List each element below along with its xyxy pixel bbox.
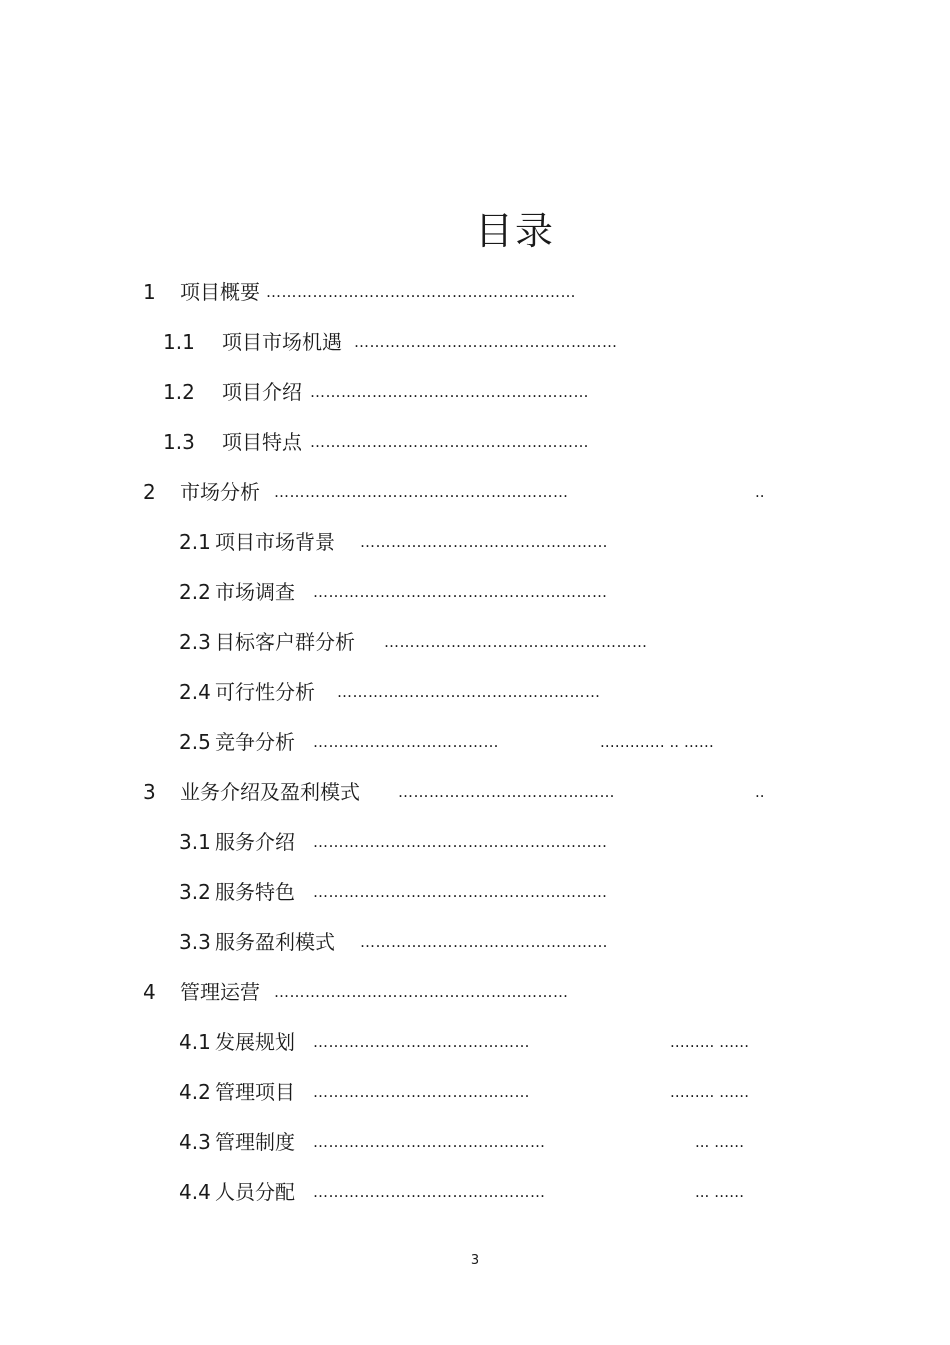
toc-entry-label: 业务介绍及盈利模式 (180, 780, 360, 804)
toc-entry-number: 3.3 (179, 930, 211, 954)
toc-entry-4-3[interactable] (0, 1127, 950, 1157)
toc-entry-label: 市场分析 (180, 480, 260, 504)
toc-leader-dots: ………………………………………………… (313, 583, 608, 601)
toc-entry-3-3[interactable] (0, 927, 950, 957)
toc-leader-dots: …………………………………………… (354, 333, 618, 351)
toc-entry-number: 2 (143, 480, 156, 504)
toc-entry-number: 4.3 (179, 1130, 211, 1154)
document-title: 目录 (474, 209, 555, 253)
toc-entry-2-2[interactable] (0, 577, 950, 607)
toc-entry-label: 服务特色 (215, 880, 295, 904)
toc-entry-3-2[interactable] (0, 877, 950, 907)
toc-entry-4-4[interactable] (0, 1177, 950, 1207)
toc-leader-dots: ……………………………… (313, 733, 499, 751)
toc-entry-label: 服务盈利模式 (215, 930, 335, 954)
toc-entry-number: 4.4 (179, 1180, 211, 1204)
toc-entry-number: 3 (143, 780, 156, 804)
toc-entry-2[interactable] (0, 477, 950, 507)
toc-entry-number: 3.2 (179, 880, 211, 904)
toc-entry-label: 项目市场背景 (215, 530, 335, 554)
toc-entry-2-5[interactable] (0, 727, 950, 757)
toc-leader-dots: ………………………………………………… (274, 983, 569, 1001)
toc-page-ref: .…….. …… (670, 1033, 750, 1051)
toc-entry-number: 1.3 (163, 430, 195, 454)
toc-entry-number: 4.2 (179, 1080, 211, 1104)
toc-leader-dots: ………………………………………………… (313, 883, 608, 901)
toc-entry-label: 管理项目 (215, 1080, 295, 1104)
toc-entry-number: 2.4 (179, 680, 211, 704)
toc-entry-label: 项目介绍 (222, 380, 302, 404)
toc-entry-number: 1 (143, 280, 156, 304)
toc-entry-2-1[interactable] (0, 527, 950, 557)
toc-entry-number: 1.1 (163, 330, 195, 354)
toc-page-ref: ... …… (695, 1133, 745, 1151)
toc-entry-label: 市场调查 (215, 580, 295, 604)
toc-entry-4[interactable] (0, 977, 950, 1007)
toc-entry-number: 2.1 (179, 530, 211, 554)
toc-leader-dots: ………………………………………………… (313, 833, 608, 851)
toc-entry-number: 2.3 (179, 630, 211, 654)
toc-entry-2-3[interactable] (0, 627, 950, 657)
toc-entry-label: 目标客户群分析 (215, 630, 355, 654)
toc-entry-number: 2.2 (179, 580, 211, 604)
toc-entry-label: 发展规划 (215, 1030, 295, 1054)
toc-entry-label: 项目市场机遇 (222, 330, 342, 354)
toc-leader-dots: …………………………………………… (337, 683, 601, 701)
toc-leader-dots: ……………………………………… (313, 1133, 546, 1151)
toc-entry-label: 管理运营 (180, 980, 260, 1004)
toc-entry-label: 管理制度 (215, 1130, 295, 1154)
toc-page-ref: .. (755, 483, 765, 501)
toc-entry-1[interactable] (0, 277, 950, 307)
page-number: 3 (470, 1253, 480, 1268)
toc-leader-dots: ……………………………………………… (310, 383, 589, 401)
toc-entry-number: 1.2 (163, 380, 195, 404)
toc-entry-4-1[interactable] (0, 1027, 950, 1057)
toc-leader-dots: ……………………………………… (313, 1183, 546, 1201)
toc-leader-dots: …………………………………………………… (266, 283, 576, 301)
toc-leader-dots: ………………………………………… (360, 533, 608, 551)
toc-entry-label: 项目概要 (180, 280, 260, 304)
toc-page-ref: ... …… (695, 1183, 745, 1201)
toc-entry-3[interactable] (0, 777, 950, 807)
toc-entry-label: 竞争分析 (215, 730, 295, 754)
toc-entry-label: 服务介绍 (215, 830, 295, 854)
toc-entry-number: 3.1 (179, 830, 211, 854)
toc-entry-1-3[interactable] (0, 427, 950, 457)
toc-leader-dots: …………………………………… (398, 783, 615, 801)
toc-leader-dots: ………………………………………… (360, 933, 608, 951)
toc-entry-number: 2.5 (179, 730, 211, 754)
toc-entry-2-4[interactable] (0, 677, 950, 707)
toc-leader-dots: ……………………………………………… (310, 433, 589, 451)
toc-entry-number: 4.1 (179, 1030, 211, 1054)
toc-entry-3-1[interactable] (0, 827, 950, 857)
toc-page-ref: .………… .. …… (600, 733, 714, 751)
toc-entry-4-2[interactable] (0, 1077, 950, 1107)
toc-entry-1-1[interactable] (0, 327, 950, 357)
toc-entry-1-2[interactable] (0, 377, 950, 407)
toc-leader-dots: …………………………………… (313, 1033, 530, 1051)
toc-page-ref: .…….. …… (670, 1083, 750, 1101)
toc-leader-dots: ………………………………………………… (274, 483, 569, 501)
toc-entry-label: 项目特点 (222, 430, 302, 454)
toc-entry-number: 4 (143, 980, 156, 1004)
toc-page-ref: .. (755, 783, 765, 801)
toc-leader-dots: …………………………………… (313, 1083, 530, 1101)
toc-entry-label: 可行性分析 (215, 680, 315, 704)
toc-entry-label: 人员分配 (215, 1180, 295, 1204)
toc-leader-dots: …………………………………………… (384, 633, 648, 651)
